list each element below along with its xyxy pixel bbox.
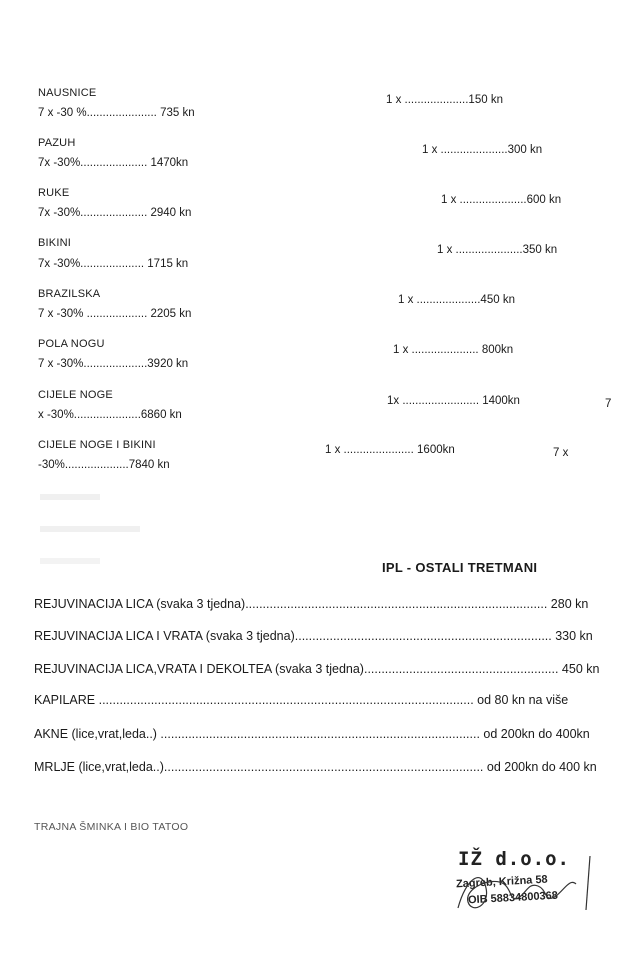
single-price-pazuh: 1 x .....................300 kn: [422, 144, 543, 156]
package-price-cijele-noge-i-bikini: -30%....................7840 kn: [38, 459, 170, 471]
item-name-pazuh: PAZUH: [38, 137, 76, 149]
item-name-pola-nogu: POLA NOGU: [38, 338, 105, 350]
stamp-address: Zagreb, Križna 58: [455, 873, 548, 891]
package-price-ruke: 7x -30%..................... 2940 kn: [38, 207, 192, 219]
single-price-cijele-noge-i-bikini: 1 x ...................... 1600kn: [325, 444, 455, 456]
scan-artifact: [40, 558, 100, 564]
ipl-line-rejuvinacija-lica-vrata-dekoltea: REJUVINACIJA LICA,VRATA I DEKOLTEA (svaka 3 tjedna)........................................................ 450 kn: [34, 662, 600, 676]
package-price-nausnice: 7 x -30 %...................... 735 kn: [38, 107, 195, 119]
scan-artifact: [40, 494, 100, 500]
package-price-pazuh: 7x -30%..................... 1470kn: [38, 157, 189, 169]
ipl-line-mrlje: MRLJE (lice,vrat,leda..)............................................................................................ od 200kn do 400 kn: [34, 760, 597, 774]
item-name-bikini: BIKINI: [38, 237, 71, 249]
package-price-pola-nogu: 7 x -30%....................3920 kn: [38, 358, 189, 370]
single-price-cijele-noge: 1x ........................ 1400kn: [387, 395, 520, 407]
single-price-bikini: 1 x .....................350 kn: [437, 244, 558, 256]
stamp-company-name: IŽ d.o.o.: [458, 848, 570, 870]
package-price-brazilska: 7 x -30% ................... 2205 kn: [38, 308, 192, 320]
single-price-brazilska: 1 x ....................450 kn: [398, 294, 515, 306]
company-stamp: [452, 848, 602, 920]
item-name-cijele-noge: CIJELE NOGE: [38, 389, 113, 401]
stamp-oib: OIB 58834800368: [467, 889, 559, 907]
ipl-line-kapilare: KAPILARE ............................................................................................................ od 80 kn na više: [34, 693, 569, 707]
ipl-line-rejuvinacija-lica: REJUVINACIJA LICA (svaka 3 tjedna)....................................................................................... 280 kn: [34, 597, 589, 611]
ipl-line-akne: AKNE (lice,vrat,leda..) ............................................................................................ od 200kn do 400kn: [34, 727, 590, 741]
item-name-brazilska: BRAZILSKA: [38, 288, 101, 300]
package-price-bikini: 7x -30%.................... 1715 kn: [38, 258, 189, 270]
margin-note-seven: 7: [605, 398, 612, 410]
ipl-line-rejuvinacija-lica-vrata: REJUVINACIJA LICA I VRATA (svaka 3 tjedna).......................................................................... 330 kn: [34, 629, 593, 643]
section-label-trajna-sminka: TRAJNA ŠMINKA I BIO TATOO: [34, 821, 189, 833]
single-price-ruke: 1 x .....................600 kn: [441, 194, 562, 206]
single-price-pola-nogu: 1 x ..................... 800kn: [393, 344, 514, 356]
package-price-cijele-noge: x -30%.....................6860 kn: [38, 409, 182, 421]
margin-note-seven-x: 7 x: [553, 447, 569, 459]
item-name-nausnice: NAUSNICE: [38, 87, 97, 99]
ipl-section-title: IPL - OSTALI TRETMANI: [382, 560, 538, 575]
single-price-nausnice: 1 x ....................150 kn: [386, 94, 503, 106]
item-name-ruke: RUKE: [38, 187, 70, 199]
scan-artifact: [40, 526, 140, 532]
item-name-cijele-noge-i-bikini: CIJELE NOGE I BIKINI: [38, 439, 156, 451]
signature-icon: [452, 848, 602, 920]
